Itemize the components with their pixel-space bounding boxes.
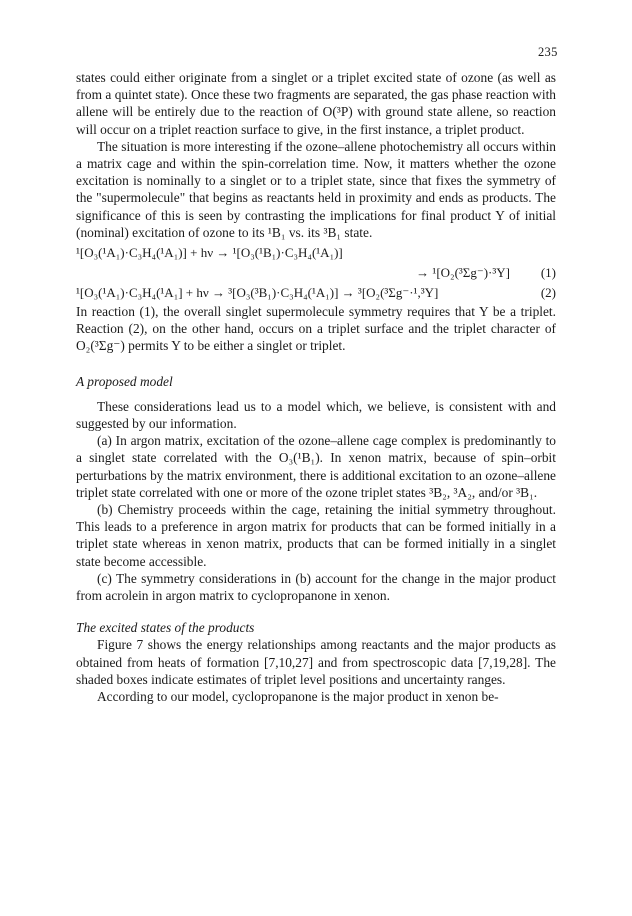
equation-2 [76,283,556,303]
paragraph-2: The situation is more interesting if the ozone–allene photochemistry all occurs within a matrix cage and within the spin-correlation time. Now, it matters whether the ozone excitation is nominally to a singlet or to a triplet state, since that fixes the symmetry of the "supermolecule" that begins as reactants held in proximity and ends as products. The significance of this is seen by contrasting the implications for final product Y of initial (nominal) excitation of ozone to its ¹B₁ vs. its ³B₁ state. [76,138,556,240]
equation-1-left: ¹[O₃(¹A₁)·C₃H₄(¹A₁)] + hν → ¹[O₃(¹B₁)·C₃H₄(¹A₁)] [76,245,343,261]
page-body [76,69,556,705]
section-heading-excited-states: The excited states of the products [76,620,255,636]
equation-2-body: ¹[O₃(¹A₁)·C₃H₄(¹A₁] + hν → ³[O₃(³B₁)·C₃H₄(¹A₁)] → ³[O₂(³Σg⁻·¹,³Y] [76,285,439,301]
paragraph-7: (c) The symmetry considerations in (b) account for the change in the major product from acrolein in argon matrix to cyclopropanone in xenon. [76,570,556,604]
paragraph-5: (a) In argon matrix, excitation of the ozone–allene cage complex is predominantly to a singlet state correlated with the O₃(¹B₁). In xenon matrix, because of spin–orbit perturbations by the matrix environment, there is additional excitation to an ozone–allene triplet state correlated with one or more of the ozone triplet states ³B₂, ³A₂, and/or ³B₁. [76,433,556,500]
section-heading-model: A proposed model [76,373,173,389]
paragraph-3: In reaction (1), the overall singlet supermolecule symmetry requires that Y be a triplet. Reaction (2), on the other hand, occurs on a triplet surface and the triplet character of O₂(³Σg⁻) permits Y to be either a singlet or triplet. [76,304,556,354]
paragraph-9: According to our model, cyclopropanone is the major product in xenon be- [97,689,499,705]
equation-1-right: → ¹[O₂(³Σg⁻)·³Y] [416,265,510,281]
paragraph-6: (b) Chemistry proceeds within the cage, retaining the initial symmetry throughout. This leads to a preference in argon matrix for products that can be formed initially in a triplet state whereas in xenon matrix, products that can be formed initially in a singlet state become accessible. [76,502,556,569]
page-number: 235 [538,45,558,59]
equation-1-number: (1) [540,265,556,281]
equation-1-line-2 [76,263,556,283]
equation-1-line-1 [76,243,556,263]
paragraph-8: Figure 7 shows the energy relationships among reactants and the major products as obtained from heats of formation [7,10,27] and from spectroscopic data [7,19,28]. The shaded boxes indicate estimates of triplet level positions and uncertainty ranges. [76,637,556,687]
paragraph-1: states could either originate from a singlet or a triplet excited state of ozone (as well as from a quintet state). Once these two fragments are separated, the gas phase reaction with allene will be entirely due to the reaction of O(³P) with ground state allene, so reaction will occur on a triplet reaction surface to give, in the first instance, a triplet product. [76,70,556,137]
paragraph-4: These considerations lead us to a model which, we believe, is consistent with and suggested by our information. [76,398,556,432]
equation-2-number: (2) [540,285,556,301]
